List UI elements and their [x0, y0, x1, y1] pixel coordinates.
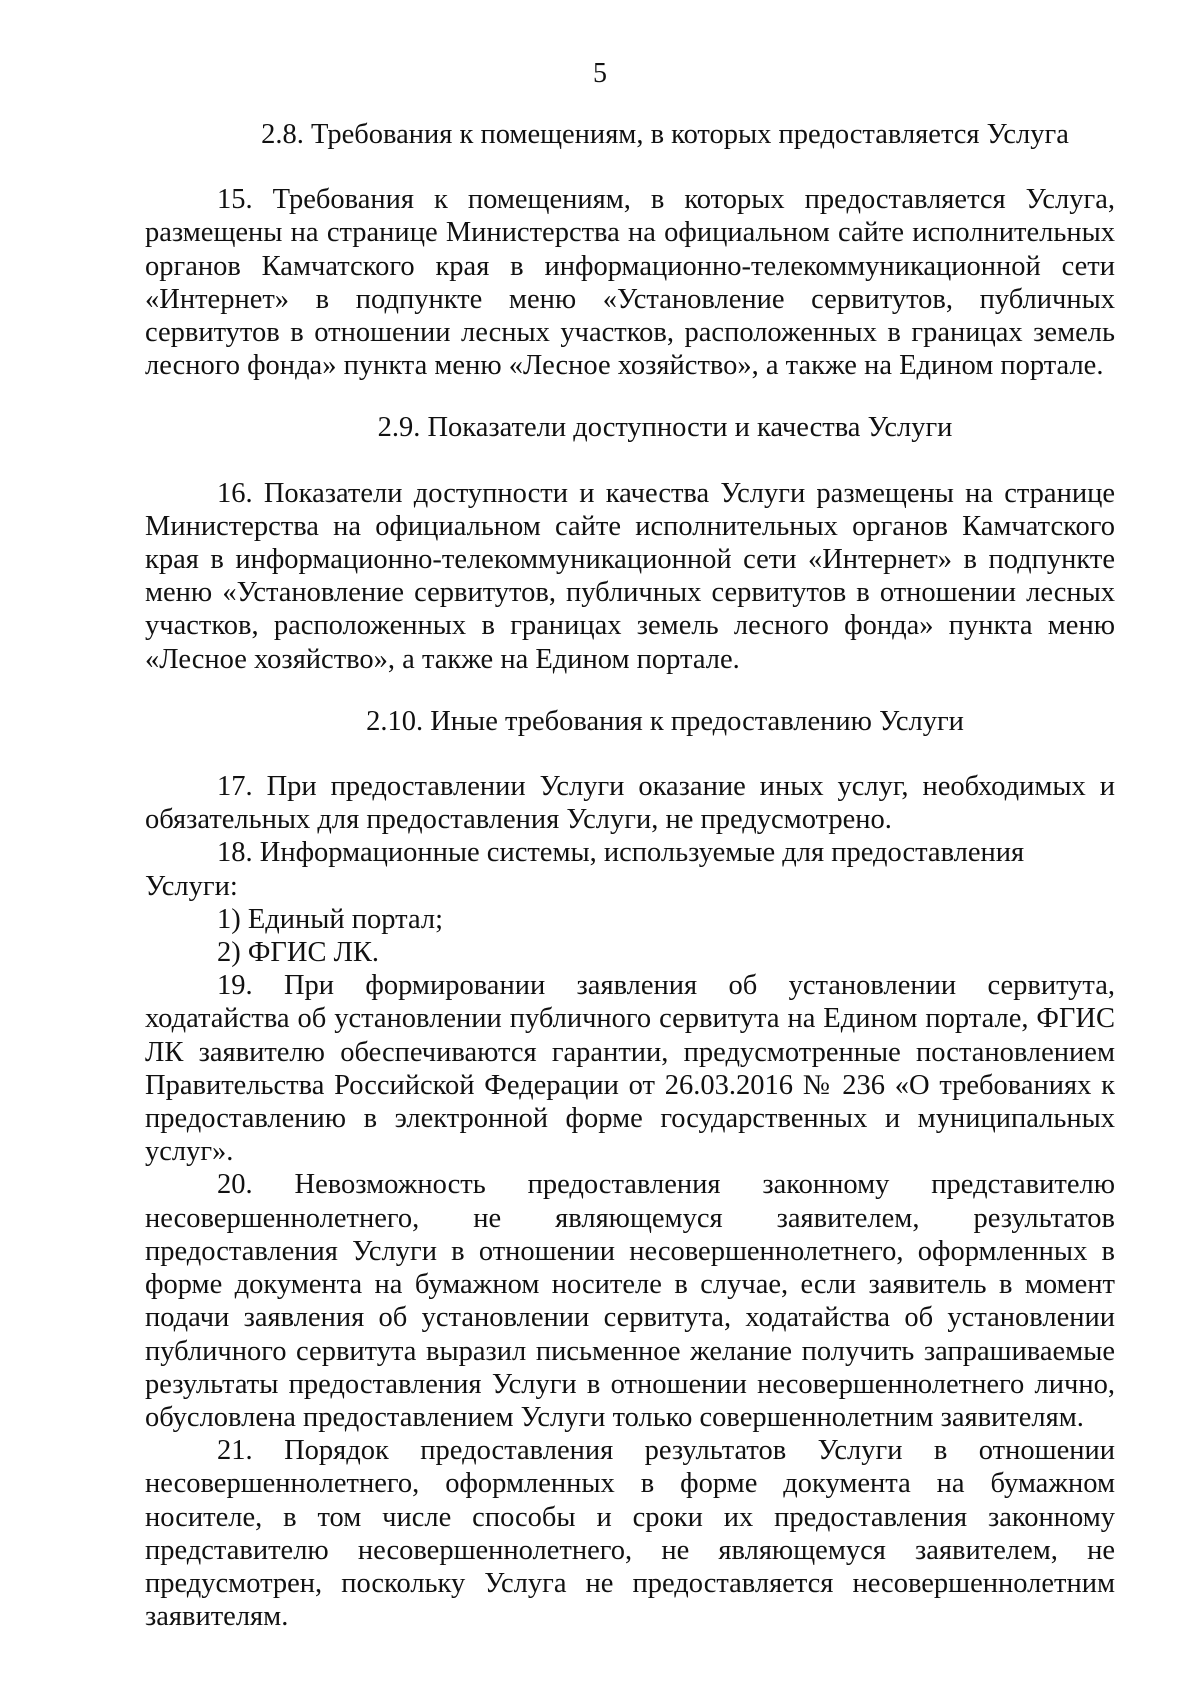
paragraph-20: 20. Невозможность предоставления законному представителю несовершеннолетнего, не являющемуся заявителем, результатов предоставления Услуги в отношении несовершеннолетнего, оформленных в форме документа на бумажном носителе в случае, если заявитель в момент подачи заявления об установлении сервитута, ходатайства об установлении публичного сервитута выразил письменное желание получить запрашиваемые результаты предоставления Услуги в отношении несовершеннолетнего лично, обусловлена предоставлением Услуги только совершеннолетним заявителям. [145, 1169, 1115, 1433]
section-heading-2-8: 2.8. Требования к помещениям, в которых предоставляется Услуга [261, 119, 1069, 150]
section-heading-2-10: 2.10. Иные требования к предоставлению Услуги [366, 705, 964, 737]
spacer [145, 676, 1115, 705]
list-item-1: 1) Единый портал; [217, 903, 444, 935]
list-item-2: 2) ФГИС ЛК. [217, 937, 380, 969]
spacer [145, 738, 1115, 770]
page-number: 5 [593, 58, 607, 89]
paragraph-19: 19. При формировании заявления об установлении сервитута, ходатайства об установлении публичного сервитута на Едином портале, ФГИС ЛК заявителю обеспечиваются гарантии, предусмотренные постановлением Правительства Российской Федерации от 26.03.2016 № 236 «О требованиях к предоставлению в электронной форме государственных и муниципальных услуг». [145, 970, 1115, 1168]
spacer [145, 445, 1115, 477]
document-body [145, 118, 1115, 1633]
paragraph-16: 16. Показатели доступности и качества Услуги размещены на странице Министерства на официальном сайте исполнительных органов Камчатского края в информационно-телекоммуникационной сети «Интернет» в подпункте меню «Установление сервитутов, публичных сервитутов в отношении лесных участков, расположенных в границах земель лесного фонда» пункта меню «Лесное хозяйство», а также на Едином портале. [145, 477, 1115, 675]
paragraph-18: 18. Информационные системы, используемые для предоставления Услуги: [145, 837, 1025, 902]
section-heading-2-9: 2.9. Показатели доступности и качества Услуги [377, 412, 953, 444]
spacer [145, 151, 1115, 183]
paragraph-21: 21. Порядок предоставления результатов Услуги в отношении несовершеннолетнего, оформленных в форме документа на бумажном носителе, в том числе способы и сроки их предоставления законному представителю несовершеннолетнего, не являющемуся заявителем, не предусмотрен, поскольку Услуга не предоставляется несовершеннолетним заявителям. [145, 1435, 1115, 1633]
paragraph-17: 17. При предоставлении Услуги оказание иных услуг, необходимых и обязательных для предоставления Услуги, не предусмотрено. [145, 771, 1115, 836]
spacer [145, 382, 1115, 411]
paragraph-15: 15. Требования к помещениям, в которых предоставляется Услуга, размещены на странице Министерства на официальном сайте исполнительных органов Камчатского края в информационно-телекоммуникационной сети «Интернет» в подпункте меню «Установление сервитутов, публичных сервитутов в отношении лесных участков, расположенных в границах земель лесного фонда» пункта меню «Лесное хозяйство», а также на Едином портале. [145, 184, 1115, 382]
